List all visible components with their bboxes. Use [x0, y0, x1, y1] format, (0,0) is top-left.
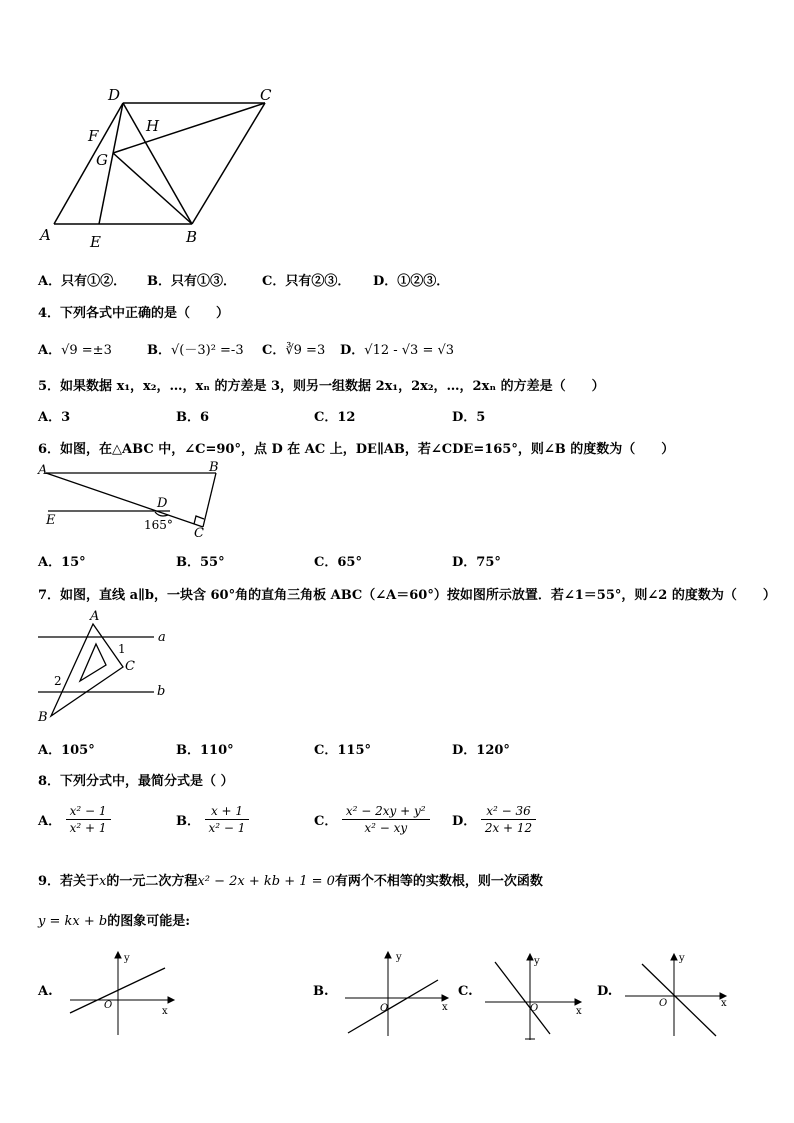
q3-option-d: D．①②③． — [373, 274, 450, 289]
q3-option-b: B．只有①③． — [147, 274, 236, 289]
q9-d-y: y — [679, 953, 685, 964]
q6-stem: 6．如图，在△ABC 中，∠C=90°，点 D 在 AC 上，DE∥AB，若∠CDE=165°，则∠B 的度数为（ ） — [38, 442, 675, 457]
q3-label-f: F — [88, 127, 99, 145]
q7-label-1: 1 — [118, 642, 126, 656]
q3-option-a: A．只有①②． — [38, 274, 127, 289]
q4-stem: 4．下列各式中正确的是（ ） — [38, 306, 230, 321]
q6-angle-label: 165° — [144, 518, 173, 532]
q4-option-b: B．√(－3)² =-3 — [147, 343, 244, 358]
q9-a-y: y — [124, 953, 130, 964]
q9-c-y: y — [534, 956, 540, 967]
q5-option-c: C．12 — [314, 410, 356, 425]
q5-option-d: D．5 — [452, 410, 486, 425]
q7-option-b: B．110° — [176, 743, 234, 758]
q5-option-b: B．6 — [176, 410, 210, 425]
q6-option-c: C．65° — [314, 555, 362, 570]
q3-figure — [36, 84, 286, 254]
q3-label-c: C — [260, 86, 272, 104]
q9-graph-a — [60, 950, 180, 1040]
q8-option-b: B． $\frac{x + 1}{\text{x² − 1}}$ — [176, 804, 249, 835]
q3-label-d: D — [108, 86, 121, 104]
q6-label-c: C — [194, 526, 204, 541]
q3-label-b: B — [186, 228, 198, 246]
q7-label-C: C — [125, 659, 135, 674]
q9-option-c-label: C. — [458, 984, 473, 999]
q6-option-d: D．75° — [452, 555, 501, 570]
q8-b-fraction: $\frac{x + 1}{\text{x² − 1}}$ — [205, 804, 250, 835]
q5-option-a: A．3 — [38, 410, 71, 425]
q5-stem: 5．如果数据 x₁，x₂，…，xₙ 的方差是 3，则另一组数据 2x₁，2x₂，…，2xₙ 的方差是（ ） — [38, 379, 605, 394]
q9-b-o: O — [380, 1003, 389, 1014]
q6-option-a: A．15° — [38, 555, 86, 570]
q6-label-d: D — [157, 496, 168, 511]
q6-label-e: E — [46, 513, 56, 528]
q8-stem: 8．下列分式中，最简分式是（ ） — [38, 774, 234, 789]
q3-option-c: C．只有②③． — [262, 274, 351, 289]
q9-b-y: y — [396, 952, 402, 963]
q9-c-x: x — [576, 1006, 582, 1017]
q9-stem: 9．若关于x的一元二次方程x² − 2x + kb + 1 = 0有两个不相等的实数根，则一次函数 — [38, 874, 543, 889]
q7-option-c: C．115° — [314, 743, 371, 758]
q7-figure — [36, 608, 176, 724]
q8-option-d: D． $\frac{\text{x² − 36}}{2x + 12}$ — [452, 804, 536, 835]
q3-label-a: A — [40, 226, 51, 244]
q9-d-o: O — [659, 998, 668, 1009]
q3-label-h: H — [146, 117, 160, 135]
q6-figure — [36, 460, 236, 538]
q7-label-A: A — [90, 609, 100, 624]
q9-graph-d — [620, 950, 735, 1040]
q4-option-c: C．∛9 =3 — [262, 343, 326, 358]
q4-option-d: D．√12 - √3 = √3 — [340, 343, 455, 358]
q6-option-b: B．55° — [176, 555, 225, 570]
q7-option-a: A．105° — [38, 743, 95, 758]
q9-b-x: x — [442, 1002, 448, 1013]
q8-c-fraction: $\frac{\text{x² − 2xy + y²}}{\text{x² − xy}}$ — [342, 804, 430, 835]
q9-option-a-label: A. — [38, 984, 53, 999]
q9-d-x: x — [721, 998, 727, 1009]
q8-d-fraction: $\frac{\text{x² − 36}}{2x + 12}$ — [481, 804, 536, 835]
q4-option-a: A．√9 =±3 — [38, 343, 112, 358]
q9-a-o: O — [104, 1000, 113, 1011]
q7-stem: 7．如图，直线 a∥b，一块含 60°角的直角三角板 ABC（∠A＝60°）按如图所示放置．若∠1＝55°，则∠2 的度数为（ ） — [38, 588, 776, 603]
q3-label-g: G — [96, 151, 108, 169]
q6-label-a: A — [38, 463, 48, 478]
q9-option-b-label: B. — [313, 984, 329, 999]
q3-label-e: E — [90, 233, 101, 251]
q7-option-d: D．120° — [452, 743, 510, 758]
q7-label-a: a — [158, 630, 166, 645]
q7-label-2: 2 — [54, 674, 62, 688]
q8-a-fraction: $\frac{\text{x² − 1}}{\text{x² + 1}}$ — [66, 804, 111, 835]
q7-label-b: b — [157, 684, 166, 699]
q7-label-B: B — [38, 710, 48, 725]
q8-option-a: A． $\frac{\text{x² − 1}}{\text{x² + 1}}$ — [38, 804, 111, 835]
q9-stem-line2: y = kx + b的图象可能是: — [38, 914, 191, 929]
q6-label-b: B — [209, 460, 219, 475]
q9-c-o: O — [530, 1003, 539, 1014]
q8-option-c: C． $\frac{\text{x² − 2xy + y²}}{\text{x² − xy}}$ — [314, 804, 430, 835]
q9-a-x: x — [162, 1006, 168, 1017]
q9-option-d-label: D. — [597, 984, 613, 999]
